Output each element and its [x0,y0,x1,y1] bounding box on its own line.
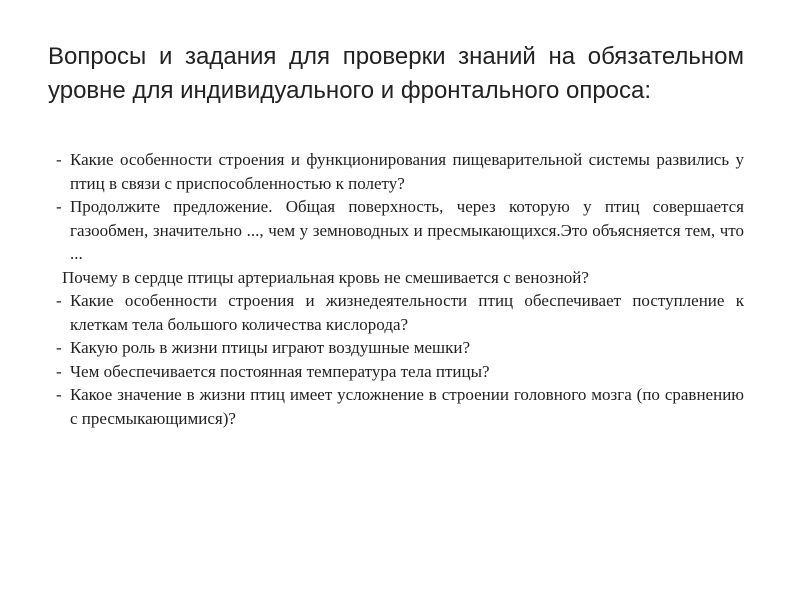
question-text: Какие особенности строения и функционирования пищеварительной системы развились у птиц в связи с приспособленностью к полету? [70,150,744,193]
dash-marker: - [56,361,62,381]
slide-title: Вопросы и задания для проверки знаний на обязательном уровне для индивидуального и фронтального опроса: [48,43,744,104]
question-text: Чем обеспечивается постоянная температура тела птицы? [70,361,490,381]
question-item [56,195,744,266]
dash-marker: - [56,338,62,357]
question-item [56,383,744,430]
question-item [56,266,744,290]
dash-marker: - [56,197,62,216]
dash-marker: - [56,385,62,404]
question-item [56,360,744,384]
dash-marker: - [56,150,62,169]
question-text: Почему в сердце птицы артериальная кровь не смешивается с венозной? [62,267,589,287]
question-text: Какую роль в жизни птицы играют воздушные мешки? [70,338,471,357]
question-list [56,148,744,430]
question-item [56,289,744,336]
question-text: Какое значение в жизни птиц имеет усложнение в строении головного мозга (по сравнению с пресмыкающимися)? [70,385,744,428]
dash-marker: - [56,291,62,310]
question-text: Продолжите предложение. Общая поверхность, через которую у птиц совершается газообмен, значительно ..., чем у земноводных и пресмыкающихся.Это объясняется тем, что ... [70,197,744,263]
question-text: Какие особенности строения и жизнедеятельности птиц обеспечивает поступление к клеткам тела большого количества кислорода? [70,291,744,334]
question-item [56,148,744,195]
question-item [56,336,744,360]
